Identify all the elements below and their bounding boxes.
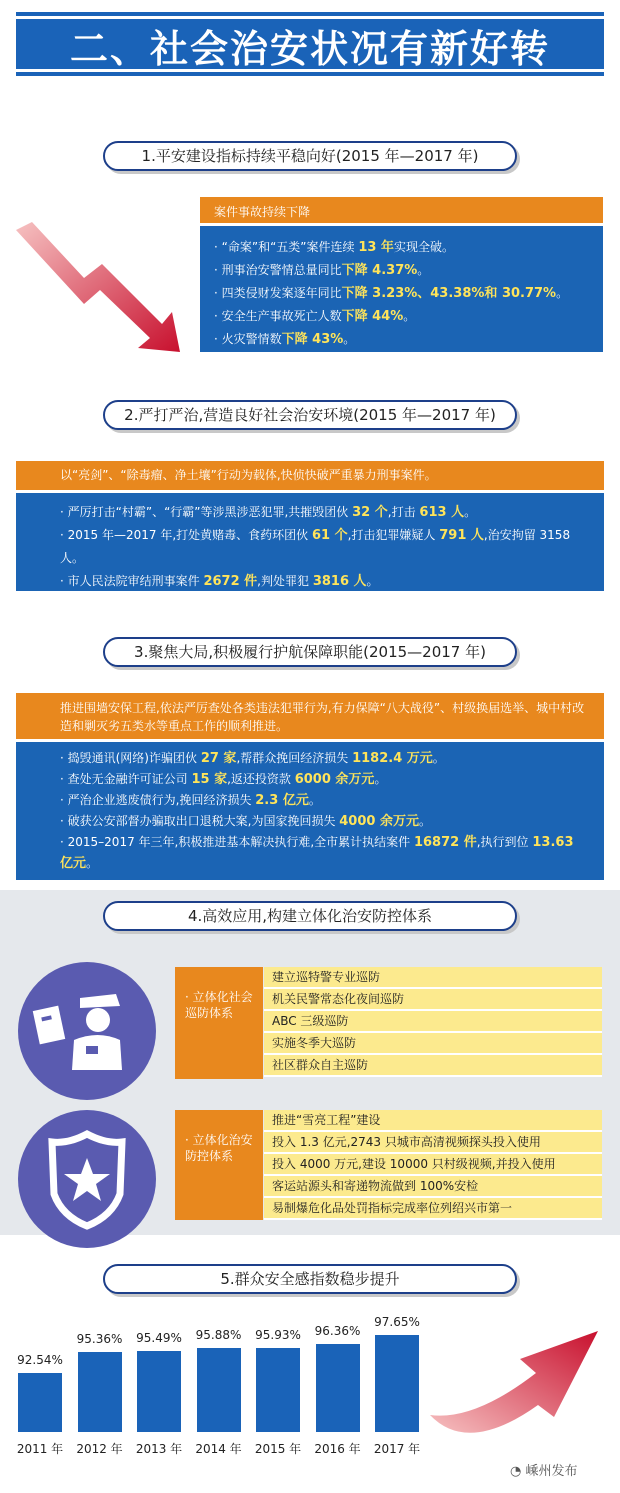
- section1-heading: 1.平安建设指标持续平稳向好(2015 年—2017 年): [103, 141, 517, 171]
- title-banner: [16, 12, 604, 76]
- down-arrow-icon: [12, 220, 192, 360]
- bar-0: [18, 1373, 62, 1432]
- page-title: 二、社会治安状况有新好转: [69, 27, 550, 71]
- item-text: ,执行到位: [476, 835, 533, 849]
- list-item: [214, 305, 589, 328]
- watermark-text: 嵊州发布: [525, 1464, 578, 1479]
- item-text: · 2015 年—2017 年,打处黄赌毒、食药环团伙: [60, 528, 312, 542]
- item-highlight: 6000 余万元: [294, 772, 375, 787]
- bar-value-label: 96.36%: [314, 1324, 361, 1339]
- bar-6: [375, 1335, 419, 1432]
- x-tick-label: 2011 年: [16, 1442, 64, 1456]
- group1-rows: [264, 967, 602, 1077]
- bar-3: [197, 1348, 241, 1432]
- measure-row: 实施冬季大巡防: [264, 1033, 602, 1055]
- x-tick-label: 2014 年: [195, 1442, 242, 1456]
- item-highlight: 13 年: [358, 240, 394, 255]
- item-highlight: 下降 4.37%: [341, 263, 418, 278]
- measure-row: ABC 三级巡防: [264, 1011, 602, 1033]
- item-text: · 严厉打击“村霸”、“行霸”等涉黑涉恶犯罪,共摧毁团伙: [60, 505, 353, 519]
- section1-subhead: 案件事故持续下降: [200, 197, 603, 223]
- item-text: 。: [556, 286, 569, 300]
- item-text: 。: [403, 309, 416, 323]
- section1-list: [200, 226, 603, 352]
- list-item: [60, 790, 590, 811]
- bar-1: [78, 1352, 122, 1432]
- item-text: · 安全生产事故死亡人数: [214, 309, 342, 323]
- bar-value-label: 97.65%: [374, 1314, 420, 1329]
- section3-heading: 3.聚焦大局,积极履行护航保障职能(2015—2017 年): [103, 637, 517, 667]
- measure-row: 推进“雪亮工程”建设: [264, 1110, 602, 1132]
- item-text: 。: [343, 332, 356, 346]
- section2-heading: 2.严打严治,营造良好社会治安环境(2015 年—2017 年): [103, 400, 517, 430]
- item-highlight: 下降 44%: [341, 309, 404, 324]
- section4-heading: 4.高效应用,构建立体化治安防控体系: [103, 901, 517, 931]
- item-highlight: 13.63 亿元: [60, 835, 574, 871]
- section2-list: [16, 493, 604, 591]
- bar-5: [316, 1344, 360, 1432]
- item-highlight: 3816 人: [312, 574, 367, 589]
- item-text: 。: [366, 574, 379, 588]
- item-text: ,判处罪犯: [257, 574, 313, 588]
- group2-rows: [264, 1110, 602, 1220]
- item-text: 。: [432, 751, 445, 765]
- item-highlight: 613 人: [419, 505, 465, 520]
- police-officer-icon: [16, 960, 158, 1102]
- item-text: · 市人民法院审结刑事案件: [60, 574, 204, 588]
- measure-row: 投入 4000 万元,建设 10000 只村级视频,并投入使用: [264, 1154, 602, 1176]
- item-text: · 2015–2017 年三年,积极推进基本解决执行难,全市累计执结案件: [60, 835, 414, 849]
- item-highlight: 下降 43%: [281, 332, 344, 347]
- item-text: ,打击犯罪嫌疑人: [347, 528, 440, 542]
- bar-value-label: 95.88%: [195, 1327, 242, 1342]
- item-highlight: 27 家: [200, 751, 237, 766]
- item-highlight: 2672 件: [203, 574, 258, 589]
- item-text: · 捣毁通讯(网络)诈骗团伙: [60, 751, 201, 765]
- item-highlight: 16872 件: [413, 835, 477, 850]
- bar-4: [256, 1348, 300, 1432]
- up-arrow-icon: [428, 1325, 608, 1445]
- section3-subhead: 推进围墙安保工程,依法严厉查处各类违法犯罪行为,有力保障“八大战役”、村级换届选举、城中村改造和剿灭劣五类水等重点工作的顺利推进。: [16, 693, 604, 739]
- measure-row: 客运站源头和寄递物流做到 100%安检: [264, 1176, 602, 1198]
- item-text: · 四类侵财发案逐年同比: [214, 286, 342, 300]
- measure-row: 建立巡特警专业巡防: [264, 967, 602, 989]
- item-text: 实现全破。: [393, 240, 454, 254]
- item-highlight: 15 家: [191, 772, 228, 787]
- police-shield-icon: [16, 1108, 158, 1250]
- bar-value-label: 95.93%: [255, 1327, 301, 1342]
- list-item: [60, 811, 590, 832]
- group2-label: · 立体化治安防控体系: [175, 1110, 263, 1220]
- measure-row: 易制爆危化品处罚指标完成率位列绍兴市第一: [264, 1198, 602, 1220]
- bar-value-label: 95.49%: [136, 1330, 182, 1345]
- group1-label: · 立体化社会巡防体系: [175, 967, 263, 1079]
- item-highlight: 61 个: [311, 528, 348, 543]
- item-highlight: 32 个: [352, 505, 388, 520]
- x-tick-label: 2016 年: [314, 1442, 361, 1456]
- list-item: [214, 282, 589, 305]
- list-item: [214, 236, 589, 259]
- list-item: [60, 570, 590, 593]
- list-item: [60, 748, 590, 769]
- wechat-icon: ◔: [510, 1464, 522, 1479]
- item-text: 。: [417, 263, 430, 277]
- item-text: · 严治企业逃废债行为,挽回经济损失: [60, 793, 256, 807]
- section3-list: [16, 742, 604, 880]
- item-text: · 查处无金融许可证公司: [60, 772, 192, 786]
- section5-heading: 5.群众安全感指数稳步提升: [103, 1264, 517, 1294]
- measure-row: 机关民警常态化夜间巡防: [264, 989, 602, 1011]
- measure-row: 投入 1.3 亿元,2743 只城市高清视频探头投入使用: [264, 1132, 602, 1154]
- list-item: [60, 501, 590, 524]
- list-item: [60, 769, 590, 790]
- item-text: · 火灾警情数: [214, 332, 282, 346]
- item-text: · “命案”和“五类”案件连续: [214, 240, 359, 254]
- item-highlight: 1182.4 万元: [352, 751, 433, 766]
- item-text: ,打击: [387, 505, 420, 519]
- section2-subhead: 以“亮剑”、“除毒瘤、净土壤”行动为载体,快侦快破严重暴力刑事案件。: [16, 461, 604, 490]
- item-highlight: 2.3 亿元: [255, 793, 309, 808]
- item-highlight: 下降 3.23%、43.38%和 30.77%: [341, 286, 557, 301]
- item-text: ,返还投资款: [227, 772, 295, 786]
- item-highlight: 4000 余万元: [339, 814, 419, 829]
- x-tick-label: 2013 年: [135, 1442, 183, 1456]
- list-item: [60, 832, 590, 874]
- measure-row: 社区群众自主巡防: [264, 1055, 602, 1077]
- list-item: [214, 259, 589, 282]
- item-highlight: 791 人: [439, 528, 484, 543]
- item-text: 。: [374, 772, 387, 786]
- list-item: [214, 328, 589, 351]
- watermark: [510, 1460, 578, 1479]
- x-tick-label: 2015 年: [254, 1442, 302, 1456]
- item-text: · 破获公安部督办骗取出口退税大案,为国家挽回损失: [60, 814, 340, 828]
- list-item: [60, 524, 590, 570]
- item-text: ,帮群众挽回经济损失: [236, 751, 353, 765]
- item-text: · 刑事治安警情总量同比: [214, 263, 342, 277]
- bar-value-label: 92.54%: [17, 1352, 63, 1367]
- item-text: 。: [464, 505, 477, 519]
- item-text: 。: [308, 793, 321, 807]
- item-text: 。: [418, 814, 431, 828]
- x-tick-label: 2017 年: [373, 1442, 421, 1456]
- x-tick-label: 2012 年: [76, 1442, 123, 1456]
- item-text: ,治安拘留 3158 人。: [60, 528, 571, 565]
- bar-2: [137, 1351, 181, 1432]
- item-text: 。: [86, 856, 99, 870]
- bar-value-label: 95.36%: [76, 1331, 123, 1346]
